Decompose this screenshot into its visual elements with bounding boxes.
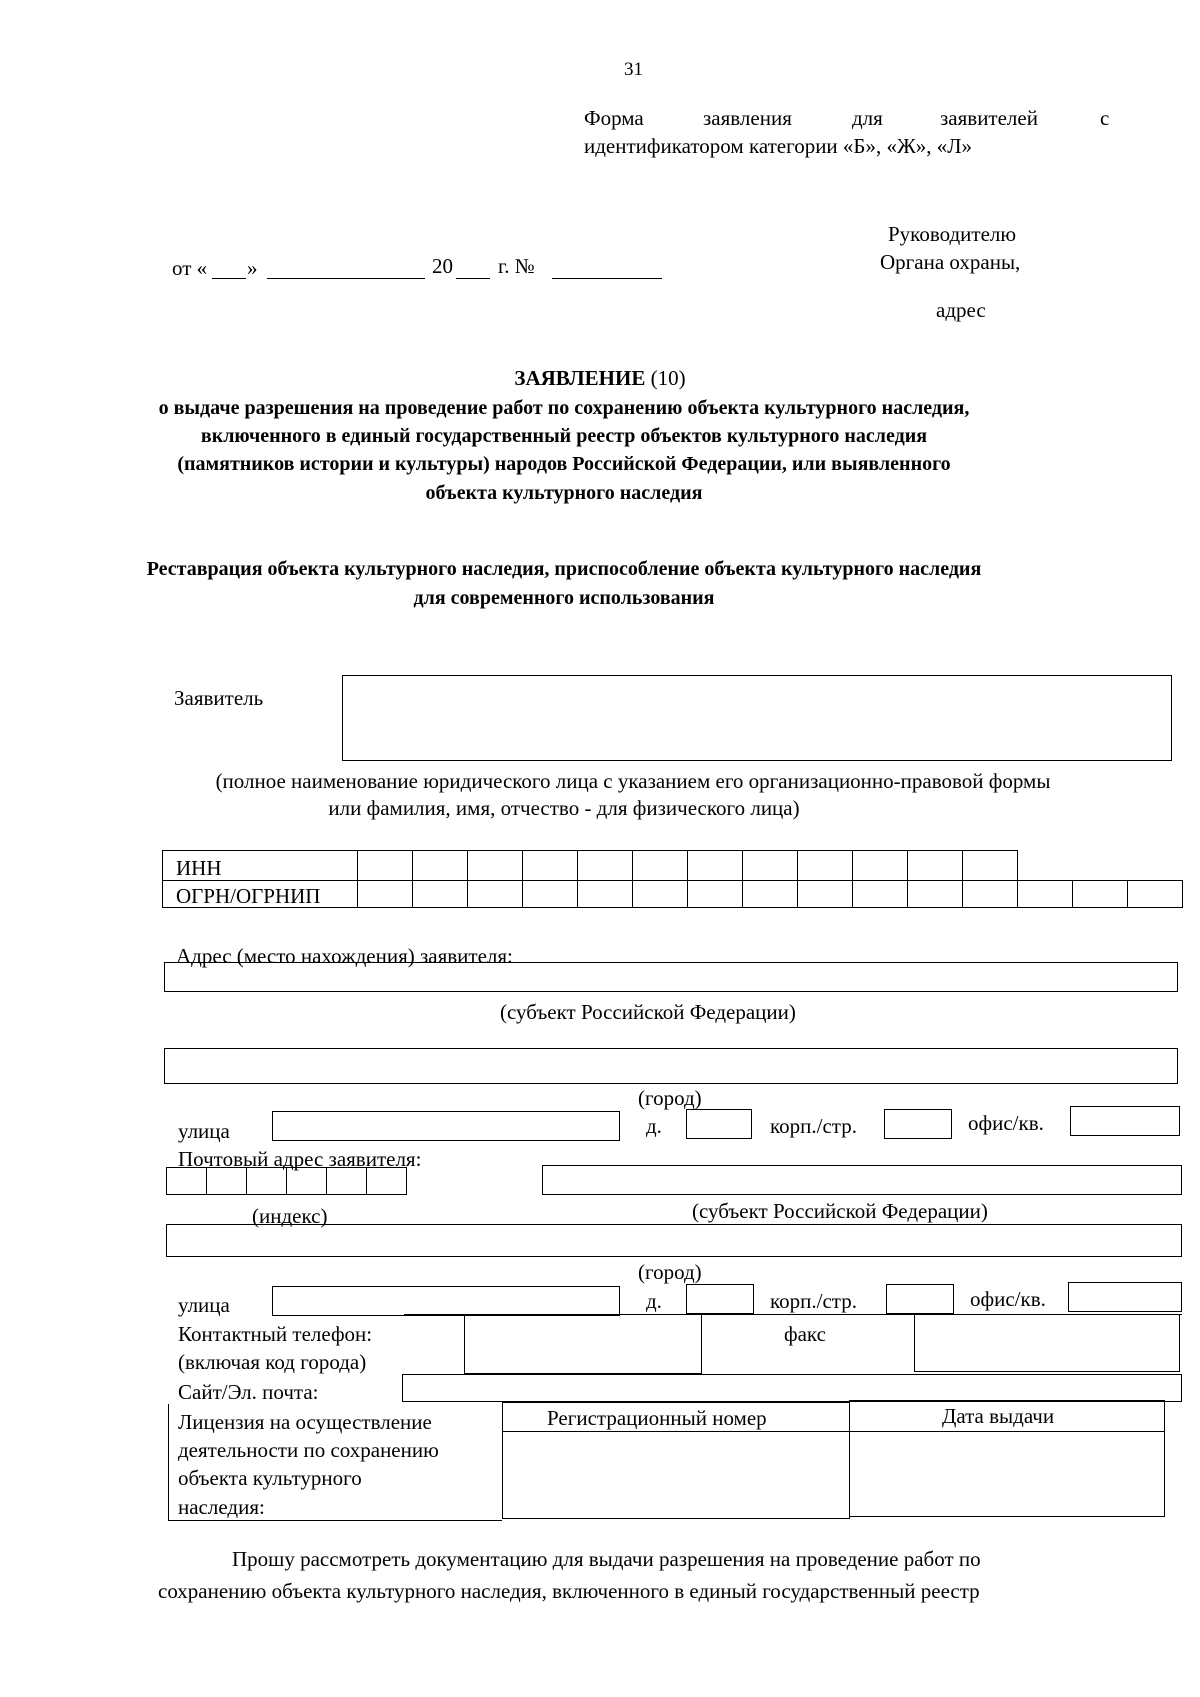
- ogrn-digit-cell[interactable]: [1072, 880, 1128, 908]
- ogrn-digit-cell[interactable]: [412, 880, 468, 908]
- license-label-2: деятельности по сохранению: [178, 1438, 439, 1462]
- license-label-1: Лицензия на осуществление: [178, 1410, 432, 1434]
- form-note-word-2: заявления: [703, 106, 792, 130]
- postal-index-caption: (индекс): [252, 1204, 328, 1228]
- ogrn-digit-cell[interactable]: [852, 880, 908, 908]
- license-label-4: наследия:: [178, 1495, 265, 1519]
- ogrn-digit-cell[interactable]: [687, 880, 743, 908]
- date-number-label: г. №: [498, 254, 535, 278]
- fax-field[interactable]: [914, 1314, 1180, 1372]
- ogrn-digit-cell[interactable]: [467, 880, 523, 908]
- license-bottom-left: [168, 1520, 502, 1521]
- postal-index-cell[interactable]: [286, 1167, 327, 1195]
- postal-index-cell[interactable]: [326, 1167, 367, 1195]
- month-field[interactable]: [267, 278, 425, 279]
- address-house-label: д.: [646, 1114, 662, 1138]
- inn-digit-cell[interactable]: [687, 850, 743, 881]
- phone-field[interactable]: [464, 1314, 702, 1374]
- license-left-border: [168, 1404, 169, 1520]
- site-label: Сайт/Эл. почта:: [178, 1380, 319, 1404]
- postal-index-cell[interactable]: [366, 1167, 407, 1195]
- license-date-label: Дата выдачи: [942, 1404, 1055, 1428]
- request-line2: сохранению объекта культурного наследия, включенного в единый государственный реестр: [158, 1579, 980, 1603]
- inn-digit-cell[interactable]: [467, 850, 523, 881]
- postal-index-cell[interactable]: [246, 1167, 287, 1195]
- date-quote-close: »: [247, 256, 258, 280]
- title-sub-2: включенного в единый государственный реестр объектов культурного наследия: [200, 425, 928, 447]
- postal-house-field[interactable]: [686, 1284, 754, 1314]
- postal-subject-caption: (субъект Российской Федерации): [692, 1199, 988, 1223]
- license-label-3: объекта культурного: [178, 1466, 362, 1490]
- title-sub-1: о выдаче разрешения на проведение работ по сохранению объекта культурного наследия,: [158, 397, 970, 419]
- postal-house-label: д.: [646, 1289, 662, 1313]
- day-field[interactable]: [212, 278, 246, 279]
- postal-building-field[interactable]: [886, 1284, 954, 1314]
- number-field[interactable]: [552, 278, 662, 279]
- request-line1: Прошу рассмотреть документацию для выдачи разрешения на проведение работ по: [232, 1547, 981, 1571]
- title-block: [0, 368, 1200, 389]
- ogrn-digit-cell[interactable]: [962, 880, 1018, 908]
- form-note-line2: идентификатором категории «Б», «Ж», «Л»: [584, 134, 973, 158]
- applicant-field[interactable]: [342, 675, 1172, 761]
- ogrn-digit-cell[interactable]: [357, 880, 413, 908]
- address-building-field[interactable]: [884, 1109, 952, 1139]
- site-field[interactable]: [402, 1374, 1182, 1402]
- license-reg-header: [502, 1402, 850, 1432]
- ogrn-digit-cell[interactable]: [1127, 880, 1183, 908]
- ogrn-digit-cell[interactable]: [907, 880, 963, 908]
- postal-index-cell[interactable]: [206, 1167, 247, 1195]
- addressee-line3: адрес: [936, 298, 986, 322]
- ogrn-label: ОГРН/ОГРНИП: [176, 884, 321, 908]
- title-sub-3: (памятников истории и культуры) народов Российской Федерации, или выявленного: [177, 453, 951, 475]
- address-house-field[interactable]: [686, 1109, 752, 1139]
- phone-label-2: (включая код города): [178, 1350, 367, 1374]
- address-street-field[interactable]: [272, 1111, 620, 1141]
- postal-building-label: корп./стр.: [770, 1289, 857, 1313]
- inn-digit-cell[interactable]: [962, 850, 1018, 881]
- year-field[interactable]: [456, 278, 490, 279]
- postal-office-label: офис/кв.: [970, 1287, 1046, 1311]
- phone-label-1: Контактный телефон:: [178, 1322, 373, 1346]
- title-sub-4: объекта культурного наследия: [425, 482, 703, 504]
- addressee-line1: Руководителю: [888, 222, 1017, 246]
- applicant-note-1: (полное наименование юридического лица с указанием его организационно-правовой формы: [215, 769, 1051, 793]
- inn-digit-cell[interactable]: [852, 850, 908, 881]
- form-note-word-4: заявителей: [940, 106, 1038, 130]
- applicant-label: Заявитель: [174, 686, 264, 710]
- form-note-word-1: Форма: [584, 106, 644, 130]
- address-city-field[interactable]: [164, 1048, 1178, 1084]
- ogrn-digit-cell[interactable]: [577, 880, 633, 908]
- ogrn-label-cell: [162, 880, 358, 908]
- postal-city-caption: (город): [638, 1260, 702, 1284]
- license-date-field[interactable]: [849, 1431, 1165, 1517]
- ogrn-digit-cell[interactable]: [742, 880, 798, 908]
- license-reg-field[interactable]: [502, 1431, 850, 1519]
- title-main: ЗАЯВЛЕНИЕ: [514, 366, 646, 390]
- page-number: 31: [624, 59, 643, 80]
- ogrn-digit-cell[interactable]: [522, 880, 578, 908]
- fax-label: факс: [784, 1322, 826, 1346]
- address-label: Адрес (место нахождения) заявителя:: [176, 944, 513, 968]
- address-city-caption: (город): [638, 1086, 702, 1110]
- address-office-label: офис/кв.: [968, 1111, 1044, 1135]
- ogrn-digit-cell[interactable]: [632, 880, 688, 908]
- subject-line2: для современного использования: [413, 587, 715, 609]
- postal-index-cell[interactable]: [166, 1167, 207, 1195]
- title-number: (10): [650, 366, 686, 390]
- license-reg-label: Регистрационный номер: [547, 1406, 767, 1430]
- date-prefix: от «: [172, 256, 208, 280]
- postal-city-field[interactable]: [166, 1224, 1182, 1257]
- inn-label: ИНН: [176, 856, 222, 880]
- address-office-field[interactable]: [1070, 1106, 1180, 1136]
- inn-digit-cell[interactable]: [357, 850, 413, 881]
- inn-digit-cell[interactable]: [797, 850, 853, 881]
- date-year-prefix: 20: [432, 254, 453, 278]
- ogrn-digit-cell[interactable]: [797, 880, 853, 908]
- inn-digit-cell[interactable]: [632, 850, 688, 881]
- inn-digit-cell[interactable]: [577, 850, 633, 881]
- inn-digit-cell[interactable]: [907, 850, 963, 881]
- form-note-word-5: с: [1100, 106, 1110, 130]
- inn-label-cell: [162, 850, 358, 881]
- applicant-note-2: или фамилия, имя, отчество - для физического лица): [328, 796, 800, 820]
- license-date-header: [849, 1400, 1165, 1432]
- ogrn-digit-cell[interactable]: [1017, 880, 1073, 908]
- postal-office-field[interactable]: [1068, 1282, 1182, 1312]
- address-subject-field[interactable]: [164, 962, 1178, 992]
- inn-digit-cell[interactable]: [522, 850, 578, 881]
- addressee-line2: Органа охраны,: [880, 250, 1021, 274]
- subject-line1: Реставрация объекта культурного наследия, приспособление объекта культурного наследия: [146, 558, 982, 580]
- postal-label: Почтовый адрес заявителя:: [178, 1147, 422, 1171]
- postal-street-label: улица: [178, 1293, 230, 1317]
- inn-digit-cell[interactable]: [742, 850, 798, 881]
- address-subject-caption: (субъект Российской Федерации): [500, 1000, 796, 1024]
- address-building-label: корп./стр.: [770, 1114, 857, 1138]
- address-street-label: улица: [178, 1119, 230, 1143]
- postal-street-field[interactable]: [272, 1286, 620, 1316]
- postal-subject-field[interactable]: [542, 1165, 1182, 1195]
- form-note-word-3: для: [852, 106, 883, 130]
- inn-digit-cell[interactable]: [412, 850, 468, 881]
